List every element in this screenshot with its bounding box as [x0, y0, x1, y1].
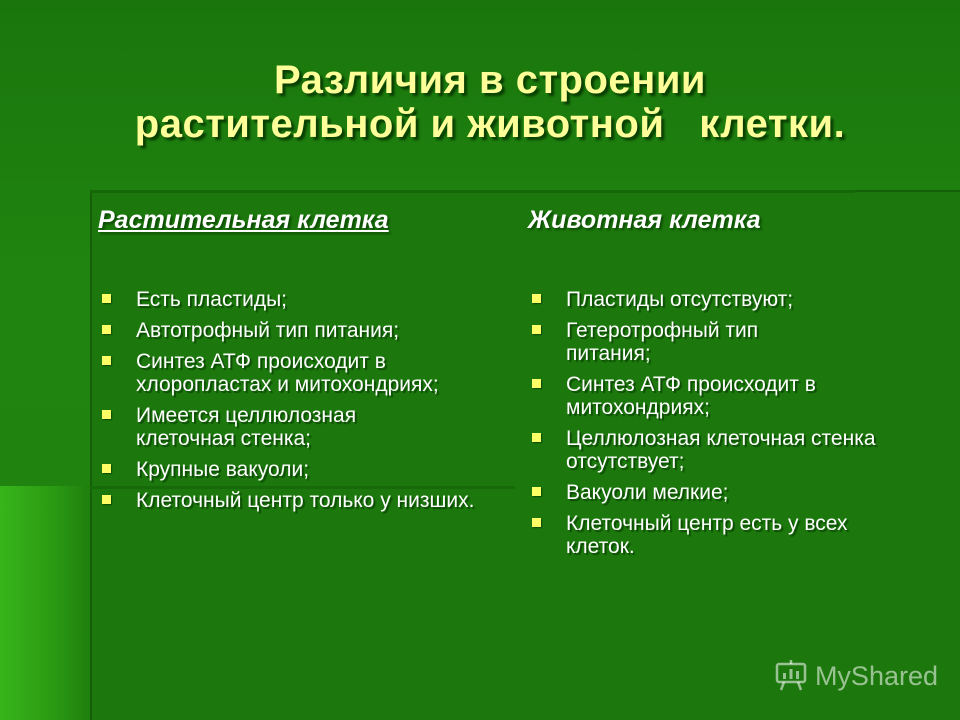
square-bullet-icon [102, 495, 111, 504]
list-item: Клеточный центр есть у всех клеток. [528, 512, 886, 558]
list-item: Пластиды отсутствуют; [528, 288, 888, 311]
list-item: Автотрофный тип питания; [98, 319, 478, 342]
square-bullet-icon [532, 518, 541, 527]
square-bullet-icon [102, 464, 111, 473]
square-bullet-icon [532, 379, 541, 388]
square-bullet-icon [532, 325, 541, 334]
slide-title [60, 58, 920, 146]
square-bullet-icon [102, 325, 111, 334]
square-bullet-icon [532, 433, 541, 442]
square-bullet-icon [102, 356, 111, 365]
square-bullet-icon [102, 294, 111, 303]
title-line-1: Различия в строении [274, 58, 706, 102]
background-accent-strip [0, 486, 90, 720]
list-item: Синтез АТФ происходит в хлоропластах и митохондриях; [98, 350, 472, 396]
animal-cell-heading: Животная клетка [528, 206, 761, 234]
list-item: Есть пластиды; [98, 288, 478, 311]
panel-top-divider [90, 190, 855, 193]
watermark [773, 658, 938, 694]
square-bullet-icon [532, 487, 541, 496]
list-item: Вакуоли мелкие; [528, 481, 888, 504]
list-item: Имеется целлюлозная клеточная стенка; [98, 404, 436, 450]
presentation-board-icon [773, 658, 809, 694]
square-bullet-icon [102, 410, 111, 419]
list-item: Гетеротрофный тип питания; [528, 319, 836, 365]
list-item: Клеточный центр только у низших. [98, 489, 476, 512]
plant-cell-list [98, 288, 478, 520]
watermark-text: MyShared [814, 660, 938, 691]
animal-cell-list [528, 288, 888, 566]
list-item: Синтез АТФ происходит в митохондриях; [528, 373, 906, 419]
list-item: Крупные вакуоли; [98, 458, 478, 481]
plant-cell-heading: Растительная клетка [98, 206, 389, 234]
list-item: Целлюлозная клеточная стенка отсутствует; [528, 427, 896, 473]
square-bullet-icon [532, 294, 541, 303]
title-line-2: растительной и животной клетки. [134, 102, 846, 146]
